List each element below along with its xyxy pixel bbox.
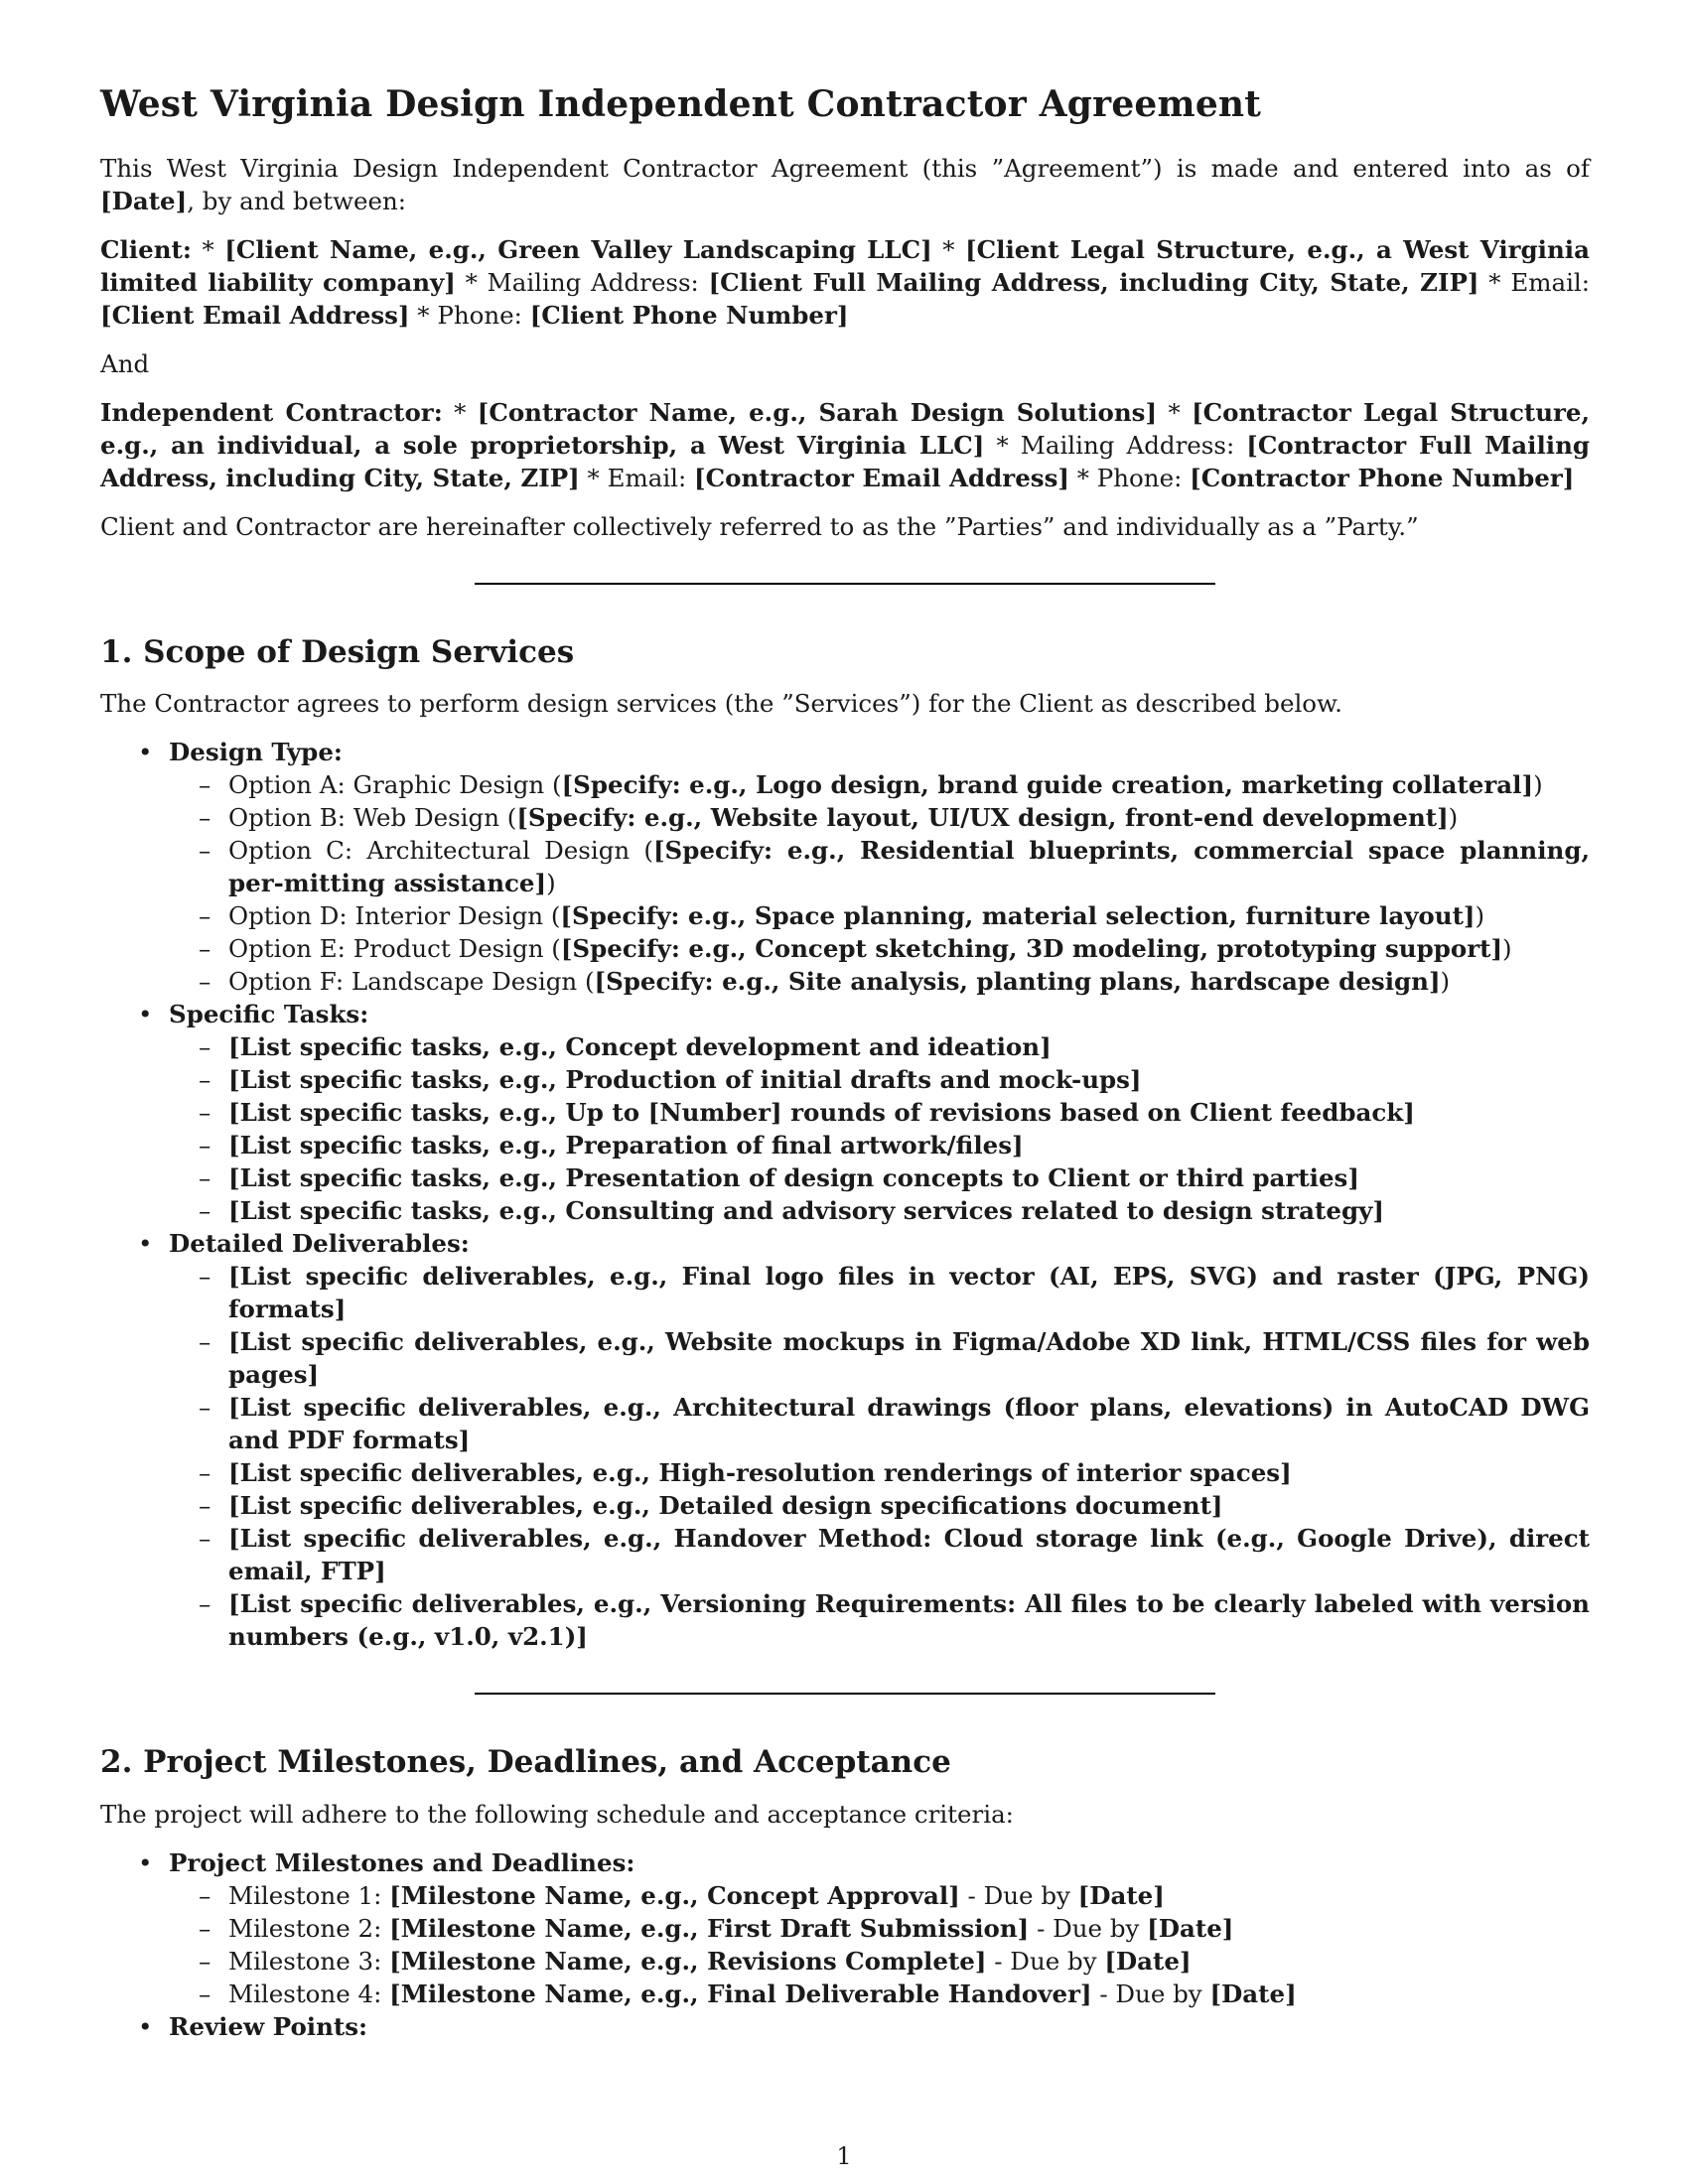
contractor-email-label: Email: [607,464,687,493]
contractor-mailing: [Contractor Full Mailing Address, including City, State, ZIP] [100,431,1591,493]
milestone-date: [Date] [1147,1913,1234,1943]
intro-tail: , by and between: [187,187,406,216]
option-prefix: Option F: Landscape Design ( [228,967,595,997]
option-prefix: Option A: Graphic Design ( [228,770,562,800]
deliverable-text: [List specific deliverables, e.g., Website mockups in Figma/Adobe XD link, HTML/CSS files for web pages] [228,1327,1590,1390]
client-email-label: Email: [1510,268,1590,298]
milestone-name: [Milestone Name, e.g., First Draft Submission] [389,1913,1030,1943]
client-mailing-label: Mailing Address: [487,268,699,298]
client-phone: [Client Phone Number] [529,301,849,331]
milestone-prefix: Milestone 1: [228,1880,390,1910]
section-1-heading: 1. Scope of Design Services [100,634,575,671]
task-text: [List specific tasks, e.g., Preparation of final artwork/files] [228,1131,1024,1160]
option-suffix: ) [1502,934,1512,964]
milestone-due: - Due by [986,1946,1105,1976]
deliverable-text: [List specific deliverables, e.g., Versioning Requirements: All files to be clearly labeled with version numbers (e.g., v1.0, v2.1)] [228,1589,1590,1652]
task-text: [List specific tasks, e.g., Production of initial drafts and mock-ups] [228,1065,1142,1095]
option-suffix: ) [1475,901,1485,931]
list-item [169,1194,1590,1227]
list-item [169,1945,1590,1978]
milestone-date: [Date] [1104,1946,1192,1976]
list-item [169,1456,1590,1489]
milestone-name: [Milestone Name, e.g., Concept Approval] [389,1880,960,1910]
client-name: [Client Name, e.g., Green Valley Landscaping LLC] [224,235,932,265]
client-label: Client: [100,235,192,265]
task-text: [List specific tasks, e.g., Consulting and advisory services related to design strategy] [228,1196,1384,1226]
and-text: And [100,349,150,379]
milestone-due: - Due by [1091,1979,1210,2008]
list-item [169,834,1590,899]
list-item [169,965,1590,998]
list-item [169,801,1590,834]
review-points-label: Review Points: [169,2011,368,2041]
list-item [169,1489,1590,1522]
contractor-mailing-label: Mailing Address: [1020,431,1235,461]
option-detail: [Specify: e.g., Space planning, material selection, furniture layout] [560,901,1476,931]
client-email: [Client Email Address] [100,301,410,331]
list-item [100,2010,1590,2043]
contractor-phone: [Contractor Phone Number] [1190,464,1575,493]
list-item [169,1978,1590,2010]
section-1-intro: The Contractor agrees to perform design services (the ”Services”) for the Client as described below. [100,689,1342,719]
specific-tasks-label: Specific Tasks: [169,1000,369,1029]
task-text: [List specific tasks, e.g., Presentation of design concepts to Client or third parties] [228,1163,1359,1193]
milestone-date: [Date] [1077,1880,1165,1910]
milestone-items [169,1879,1590,2010]
scope-list [100,736,1590,1653]
option-detail: [Specify: e.g., Concept sketching, 3D modeling, prototyping support] [560,934,1503,964]
section-divider [475,1693,1215,1695]
milestone-date: [Date] [1209,1979,1297,2008]
task-text: [List specific tasks, e.g., Concept development and ideation] [228,1032,1052,1062]
milestone-prefix: Milestone 2: [228,1913,390,1943]
list-item [100,736,1590,998]
option-suffix: ) [1448,803,1459,833]
list-item [169,1391,1590,1456]
option-prefix: Option D: Interior Design ( [228,901,561,931]
option-suffix: ) [1440,967,1451,997]
option-detail: [Specify: e.g., Logo design, brand guide creation, marketing collateral] [561,770,1534,800]
intro-date: [Date] [100,187,188,216]
milestone-name: [Milestone Name, e.g., Revisions Complete] [389,1946,987,1976]
task-text: [List specific tasks, e.g., Up to [Number] rounds of revisions based on Client feedback] [228,1098,1415,1128]
list-item [169,1161,1590,1194]
deliverable-text: [List specific deliverables, e.g., Detailed design specifications document] [228,1491,1223,1521]
contractor-phone-label: Phone: [1096,464,1183,493]
section-divider [475,583,1215,585]
deliverable-text: [List specific deliverables, e.g., Architectural drawings (floor plans, elevations) in AutoCAD DWG and PDF formats] [228,1393,1590,1455]
document-title: West Virginia Design Independent Contractor Agreement [100,83,1262,125]
option-suffix: ) [546,869,556,898]
list-item [169,1129,1590,1161]
list-item [169,1587,1590,1653]
section-2-intro: The project will adhere to the following schedule and acceptance criteria: [100,1799,1014,1829]
client-phone-label: Phone: [437,301,522,331]
list-item [169,768,1590,801]
section-2-heading: 2. Project Milestones, Deadlines, and Acceptance [100,1744,951,1781]
contractor-label: Independent Contractor: [100,398,443,428]
list-item [100,1846,1590,2010]
specific-tasks-list [169,1030,1590,1227]
client-block: Client: * [Client Name, e.g., Green Valley Landscaping LLC] * [Client Legal Structure, e.g., a West Virginia limited liability company] * Mailing Address: [Client Full Mailing Address, including City, State, ZIP] * Email: [Client Email Address] * Phone: [Client Phone Number] [100,235,1590,331]
contractor-email: [Contractor Email Address] [694,464,1069,493]
milestones-list [100,1846,1590,2043]
list-item [169,1096,1590,1129]
list-item [169,1030,1590,1063]
list-item [169,1522,1590,1587]
contractor-structure: [Contractor Legal Structure, e.g., an individual, a sole proprietorship, a West Virginia LLC] [100,398,1591,461]
milestone-prefix: Milestone 3: [228,1946,390,1976]
deliverable-text: [List specific deliverables, e.g., High-resolution renderings of interior spaces] [228,1458,1292,1488]
design-type-list [169,768,1590,998]
deliverables-label: Detailed Deliverables: [169,1229,470,1259]
deliverable-text: [List specific deliverables, e.g., Handover Method: Cloud storage link (e.g., Google Drive), direct email, FTP] [228,1524,1590,1586]
milestones-label: Project Milestones and Deadlines: [169,1847,635,1877]
parties-paragraph: Client and Contractor are hereinafter collectively referred to as the ”Parties” and individually as a ”Party.” [100,512,1419,542]
option-suffix: ) [1533,770,1543,800]
option-prefix: Option E: Product Design ( [228,934,561,964]
milestone-due: - Due by [1029,1913,1148,1943]
list-item [100,1227,1590,1653]
list-item [169,1063,1590,1096]
option-detail: [Specify: e.g., Residential blueprints, commercial space planning, per-mitting assistance] [228,836,1590,898]
list-item [100,998,1590,1227]
list-item [169,932,1590,965]
client-structure: [Client Legal Structure, e.g., a West Virginia limited liability company] [100,235,1590,298]
option-prefix: Option B: Web Design ( [228,803,517,833]
list-item [169,1260,1590,1325]
list-item [169,1912,1590,1945]
milestone-due: - Due by [959,1880,1078,1910]
option-detail: [Specify: e.g., Site analysis, planting plans, hardscape design] [594,967,1441,997]
milestone-prefix: Milestone 4: [228,1979,390,2008]
option-prefix: Option C: Architectural Design ( [228,836,653,866]
intro-text: This West Virginia Design Independent Contractor Agreement (this ”Agreement”) is made and entered into as of [100,154,1590,184]
deliverable-text: [List specific deliverables, e.g., Final logo files in vector (AI, EPS, SVG) and raster (JPG, PNG) formats] [228,1262,1590,1324]
intro-paragraph [100,152,1590,217]
list-item [169,899,1590,932]
deliverables-list [169,1260,1590,1653]
option-detail: [Specify: e.g., Website layout, UI/UX design, front-end development] [516,803,1449,833]
milestone-name: [Milestone Name, e.g., Final Deliverable Handover] [389,1979,1092,2008]
design-type-label: Design Type: [169,738,343,767]
client-mailing: [Client Full Mailing Address, including City, State, ZIP] [708,268,1479,298]
contractor-name: [Contractor Name, e.g., Sarah Design Solutions] [477,398,1158,428]
page-number: 1 [836,2142,852,2170]
list-item [169,1879,1590,1912]
list-item [169,1325,1590,1391]
contractor-block: Independent Contractor: * [Contractor Name, e.g., Sarah Design Solutions] * [Contractor Legal Structure, e.g., an individual, a sole proprietorship, a West Virginia LLC] * Mailing Address: [Contractor Full Mailing Address, including City, State, ZIP] * Email: [Contractor Email Address] * Phone: [Contractor Phone Number] [100,398,1591,493]
document-page [100,83,1590,2043]
